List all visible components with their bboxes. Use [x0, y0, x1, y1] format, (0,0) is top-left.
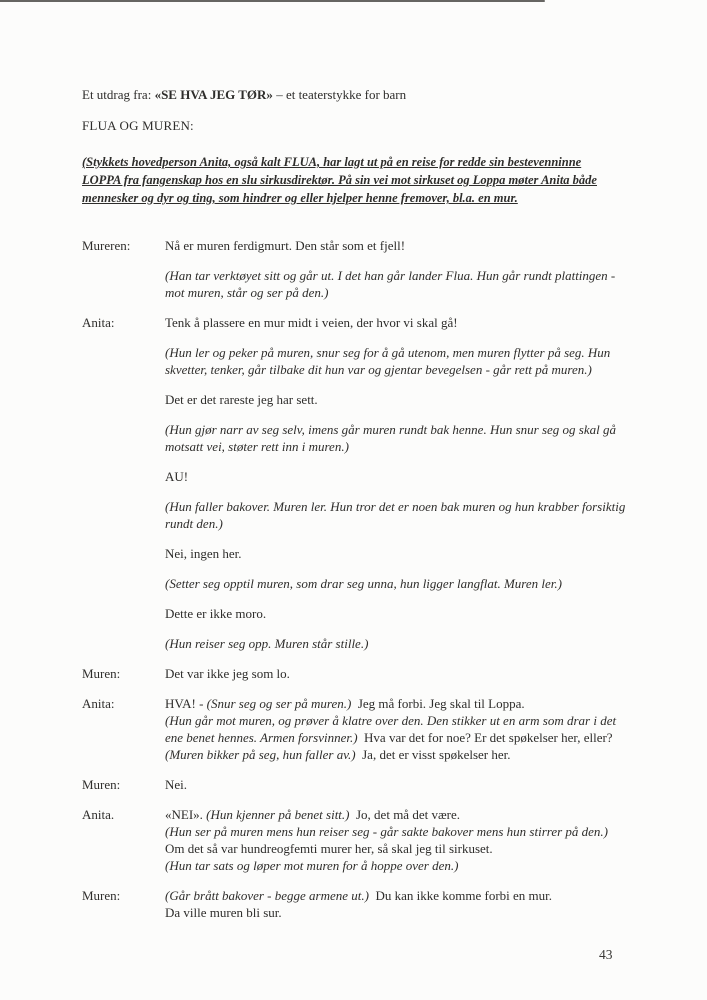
stage-direction [165, 421, 630, 455]
dialogue-segment: Om det så var hundreogfemti murer her, så skal jeg til sirkuset. [165, 841, 493, 856]
dialogue-content [165, 695, 630, 763]
speaker-label: Anita. [82, 807, 115, 822]
speaker-label: Muren: [82, 777, 121, 792]
dialogue-segment: Jeg må forbi. Jeg skal til Loppa. [351, 696, 525, 711]
dialogue-line [165, 545, 630, 562]
dialogue-line [165, 887, 630, 904]
dialogue-line [165, 314, 630, 331]
dialogue-line [165, 605, 630, 622]
stage-direction-segment: (Hun ler og peker på muren, snur seg for å gå utenom, men muren flytter på seg. Hun skvetter, tenker, går tilbake dit hun var og gjentar bevegelsen - går rett på muren.) [165, 345, 611, 377]
dialogue-block [82, 314, 630, 652]
synopsis-line-3: mennesker og dyr og ting, som hindrer og eller hjelper henne fremover, bl.a. en mur. [82, 191, 518, 205]
dialogue-content [165, 237, 630, 301]
dialogue-line [165, 665, 630, 682]
dialogue-block [82, 887, 630, 921]
dialogue-segment: «NEI». [165, 807, 207, 822]
dialogue-segment: AU! [165, 469, 189, 484]
dialogue-content [165, 806, 630, 874]
synopsis-line-1: (Stykkets hovedperson Anita, også kalt FLUA, har lagt ut på en reise for redde sin bestevenninne [82, 155, 582, 169]
dialogue-segment: Dette er ikke moro. [165, 606, 267, 621]
page-number: 43 [599, 947, 613, 962]
stage-direction-segment: (Hun reiser seg opp. Muren står stille.) [165, 636, 369, 651]
dialogue-segment: Nei, ingen her. [165, 546, 242, 561]
dialogue-content [165, 665, 630, 682]
dialogue-line [165, 776, 630, 793]
stage-direction-segment: (Hun faller bakover. Muren ler. Hun tror det er noen bak muren og hun krabber forsiktig rundt den.) [165, 499, 626, 531]
play-title: «SE HVA JEG TØR» [154, 87, 273, 102]
stage-direction-segment: (Setter seg opptil muren, som drar seg unna, hun ligger langflat. Muren ler.) [165, 576, 562, 591]
stage-direction-segment: (Muren bikker på seg, hun faller av.) [165, 747, 356, 762]
excerpt-suffix: – et teaterstykke for barn [272, 87, 407, 102]
stage-direction-segment: (Går brått bakover - begge armene ut.) [165, 888, 369, 903]
dialogue-segment: Det var ikke jeg som lo. [165, 666, 290, 681]
dialogue-segment: Nå er muren ferdigmurt. Den står som et fjell! [165, 238, 406, 253]
stage-direction [165, 498, 630, 532]
script-body [82, 237, 630, 921]
stage-direction-segment: (Hun ser på muren mens hun reiser seg - går sakte bakover mens hun stirrer på den.) [165, 824, 609, 839]
stage-direction-segment: (Snur seg og ser på muren.) [206, 696, 352, 711]
dialogue-line [165, 237, 630, 254]
dialogue-block [82, 695, 630, 763]
stage-direction [165, 635, 630, 652]
dialogue-line [165, 712, 630, 763]
stage-direction [165, 344, 630, 378]
dialogue-line [165, 391, 630, 408]
stage-direction [165, 575, 630, 592]
synopsis-line-2: LOPPA fra fangenskap hos en slu sirkusdirektør. På sin vei mot sirkuset og Loppa møter Anita både [82, 173, 597, 187]
speaker-label: Muren: [82, 666, 121, 681]
dialogue-segment: Jo, det må det være. [349, 807, 460, 822]
dialogue-segment: Nei. [165, 777, 188, 792]
synopsis-paragraph [82, 153, 630, 207]
scene-heading: FLUA OG MUREN: [82, 118, 194, 133]
stage-direction-segment: (Han tar verktøyet sitt og går ut. I det han går lander Flua. Hun går rundt plattingen - mot muren, står og ser på den.) [165, 268, 616, 300]
speaker-label: Muren: [82, 888, 121, 903]
dialogue-content [165, 887, 630, 921]
stage-direction-segment: (Hun tar sats og løper mot muren for å hoppe over den.) [165, 858, 459, 873]
dialogue-line [165, 468, 630, 485]
excerpt-header [82, 86, 630, 103]
dialogue-segment: Hva var det for noe? Er det spøkelser her, eller? [357, 730, 613, 745]
stage-direction-segment: (Hun går mot muren, og prøver å klatre over den. Den stikker ut en arm som drar i det ene benet hennes. Armen forsvinner.) [165, 713, 617, 745]
scan-artifact-top-edge [0, 0, 545, 2]
dialogue-block [82, 806, 630, 874]
dialogue-line [165, 823, 630, 857]
dialogue-segment: HVA! - [165, 696, 207, 711]
dialogue-content [165, 776, 630, 793]
excerpt-prefix: Et utdrag fra: [82, 87, 155, 102]
dialogue-line [165, 904, 630, 921]
dialogue-block [82, 776, 630, 793]
dialogue-content [165, 314, 630, 652]
dialogue-block [82, 237, 630, 301]
stage-direction [165, 267, 630, 301]
dialogue-block [82, 665, 630, 682]
dialogue-segment: Ja, det er visst spøkelser her. [355, 747, 511, 762]
speaker-label: Anita: [82, 315, 115, 330]
dialogue-line [165, 695, 630, 712]
dialogue-segment: Da ville muren bli sur. [165, 905, 282, 920]
dialogue-segment: Du kan ikke komme forbi en mur. [368, 888, 553, 903]
stage-direction-segment: (Hun kjenner på benet sitt.) [206, 807, 350, 822]
speaker-label: Anita: [82, 696, 115, 711]
dialogue-line [165, 806, 630, 823]
speaker-label: Mureren: [82, 238, 131, 253]
dialogue-segment: Det er det rareste jeg har sett. [165, 392, 318, 407]
dialogue-segment: Tenk å plassere en mur midt i veien, der hvor vi skal gå! [165, 315, 458, 330]
stage-direction [165, 857, 630, 874]
stage-direction-segment: (Hun gjør narr av seg selv, imens går muren rundt bak henne. Hun snur seg og skal gå motsatt vei, støter rett inn i muren.) [165, 422, 616, 454]
